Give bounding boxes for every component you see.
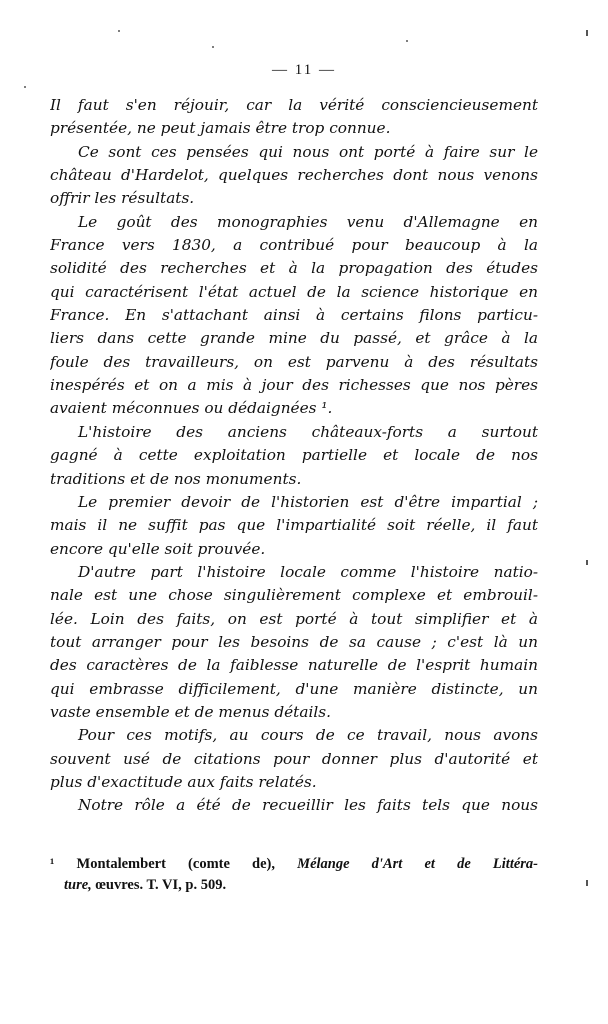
text-line: qui caractérisent l'état actuel de la science historique en bbox=[50, 282, 538, 301]
footnote-title: Mélange d'Art et de Littéra- bbox=[297, 856, 539, 872]
text-line: inespérés et on a mis à jour des richesses que nos pères bbox=[50, 376, 538, 395]
text-line: foule des travailleurs, on est parvenu à des résultats bbox=[50, 352, 538, 371]
text-line: nale est une chose singulièrement complexe et embrouil- bbox=[50, 586, 538, 605]
paragraph bbox=[50, 211, 538, 421]
text-line: Notre rôle a été de recueillir les faits tels que nous bbox=[78, 796, 538, 815]
text-line: Il faut s'en réjouir, car la vérité consciencieusement bbox=[50, 96, 538, 114]
text-line: Le goût des monographies venu d'Allemagne en bbox=[78, 212, 538, 231]
text-line: Le premier devoir de l'historien est d'être impartial ; bbox=[78, 492, 538, 511]
text-line: traditions et de nos monuments. bbox=[50, 469, 302, 488]
text-line: Ce sont ces pensées qui nous ont porté à faire sur le bbox=[78, 142, 538, 161]
text-line: lée. Loin des faits, on est porté à tout simplifier et à bbox=[50, 609, 538, 628]
text-line: France. En s'attachant ainsi à certains filons particu- bbox=[50, 306, 538, 325]
text-line: plus d'exactitude aux faits relatés. bbox=[50, 772, 317, 791]
body-text bbox=[50, 94, 538, 818]
text-line: des caractères de la faiblesse naturelle de l'esprit humain bbox=[50, 656, 538, 675]
paragraph bbox=[50, 94, 538, 141]
paragraph bbox=[50, 561, 538, 724]
paragraph bbox=[50, 724, 538, 794]
text-line: présentée, ne peut jamais être trop connue. bbox=[50, 119, 391, 138]
text-line: mais il ne suffit pas que l'impartialité soit réelle, il faut bbox=[50, 516, 538, 535]
text-line: gagné à cette exploitation partielle et locale de nos bbox=[50, 446, 538, 465]
text-line: Pour ces motifs, au cours de ce travail, nous avons bbox=[78, 726, 538, 745]
paragraph bbox=[50, 421, 538, 491]
footnote-title-cont: ture, bbox=[64, 877, 92, 893]
page-number: — 11 — bbox=[272, 62, 336, 78]
text-line: solidité des recherches et à la propagation des études bbox=[50, 259, 538, 278]
footnote-reference: œuvres. T. VI, p. 509. bbox=[95, 877, 227, 893]
text-line: France vers 1830, a contribué pour beaucoup à la bbox=[50, 236, 538, 255]
scan-speck bbox=[586, 560, 588, 565]
text-line: tout arranger pour les besoins de sa cause ; c'est là un bbox=[50, 632, 538, 651]
scan-speck bbox=[406, 40, 408, 42]
text-line: qui embrasse difficilement, d'une manière distincte, un bbox=[50, 679, 538, 698]
text-line: encore qu'elle soit prouvée. bbox=[50, 539, 266, 558]
text-line: avaient méconnues ou dédaignées ¹. bbox=[50, 399, 333, 418]
text-line: D'autre part l'histoire locale comme l'histoire natio- bbox=[78, 562, 538, 581]
scan-speck bbox=[118, 30, 120, 32]
paragraph bbox=[50, 491, 538, 561]
scan-speck bbox=[586, 880, 588, 886]
scan-speck bbox=[24, 86, 26, 88]
footnote bbox=[50, 854, 538, 896]
footnote-author: Montalembert (comte de), bbox=[76, 856, 276, 872]
text-line: offrir les résultats. bbox=[50, 189, 195, 208]
text-line: château d'Hardelot, quelques recherches dont nous venons bbox=[50, 166, 538, 185]
footnote-line bbox=[50, 875, 538, 896]
scan-speck bbox=[212, 46, 214, 48]
paragraph bbox=[50, 794, 538, 817]
footnote-marker: ¹ bbox=[50, 856, 55, 872]
scan-speck bbox=[586, 30, 588, 36]
text-line: L'histoire des anciens châteaux-forts a surtout bbox=[78, 422, 538, 441]
text-line: souvent usé de citations pour donner plus d'autorité et bbox=[50, 749, 538, 768]
footnote-line bbox=[50, 854, 538, 875]
text-line: liers dans cette grande mine du passé, et grâce à la bbox=[50, 329, 538, 348]
paragraph bbox=[50, 141, 538, 211]
text-line: vaste ensemble et de menus détails. bbox=[50, 702, 331, 721]
